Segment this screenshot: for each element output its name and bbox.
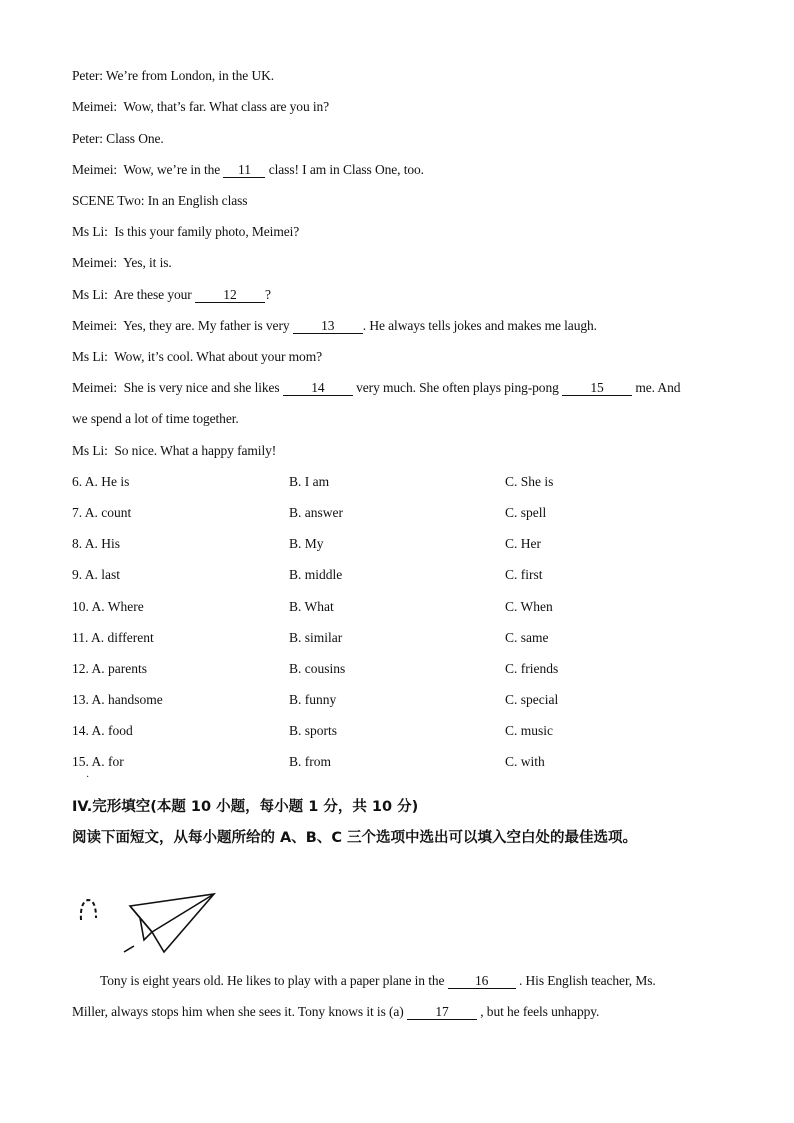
dialogue-line — [72, 318, 597, 334]
option-a-text: He is — [101, 474, 130, 489]
dialogue-line — [72, 255, 172, 271]
speaker: Meimei: — [72, 99, 118, 114]
line-text: Is this your family photo, Meimei? — [114, 224, 300, 239]
line-text: . He always tells jokes and makes me laugh. — [362, 318, 597, 333]
dialogue-line — [72, 131, 164, 147]
question-number: 9. A. — [72, 567, 98, 582]
line-text: , but he feels unhappy. — [480, 1004, 600, 1019]
blank-15: 15 — [562, 381, 632, 396]
option-a-text: count — [101, 505, 132, 520]
speaker: Meimei: — [72, 255, 118, 270]
line-text: Yes, they are. My father is very — [123, 318, 290, 333]
dialogue-line — [72, 349, 322, 365]
line-text: She is very nice and she likes — [123, 380, 280, 395]
line-text: Are these your — [113, 287, 192, 302]
dialogue-line — [72, 411, 239, 427]
line-text: We’re from London, in the UK. — [105, 68, 275, 83]
option-a-text: Where — [107, 599, 144, 614]
dialogue-line — [72, 287, 271, 303]
option-b: B. I am — [289, 474, 330, 489]
option-c: C. spell — [505, 505, 547, 520]
line-text: class! I am in Class One, too. — [268, 162, 424, 177]
speaker: Ms Li: — [72, 443, 108, 458]
section-instruction: 阅读下面短文，从每小题所给的 A、B、C 三个选项中选出可以填入空白处的最佳选项。 — [72, 830, 638, 846]
option-a — [72, 599, 144, 615]
option-a-text: different — [107, 630, 154, 645]
dialogue-line — [72, 162, 424, 178]
question-number: 15. A. — [72, 754, 105, 769]
line-text: Wow, that’s far. What class are you in? — [123, 99, 330, 114]
speaker: Ms Li: — [72, 349, 108, 364]
option-a — [72, 754, 124, 770]
line-text: we spend a lot of time together. — [72, 411, 239, 426]
blank-11: 11 — [223, 163, 265, 178]
line-text: very much. She often plays ping-pong — [356, 380, 559, 395]
line-text: me. And — [635, 380, 681, 395]
blank-13: 13 — [293, 319, 363, 334]
question-number: 14. A. — [72, 723, 105, 738]
dialogue-line — [72, 443, 276, 459]
option-c: C. Her — [505, 536, 541, 551]
speaker: Meimei: — [72, 318, 118, 333]
option-a — [72, 505, 131, 521]
stray-dot: · — [86, 772, 90, 783]
question-number: 7. A. — [72, 505, 98, 520]
option-b: B. What — [289, 599, 334, 614]
speaker: Peter: — [72, 131, 103, 146]
option-b: B. from — [289, 754, 331, 769]
speaker: Meimei: — [72, 380, 118, 395]
line-text: Wow, we’re in the — [123, 162, 221, 177]
option-b: B. similar — [289, 630, 343, 645]
line-text: Yes, it is. — [123, 255, 172, 270]
option-a-text: parents — [108, 661, 147, 676]
option-a-text: food — [108, 723, 133, 738]
line-text: ? — [264, 287, 271, 302]
paper-plane-illustration — [74, 888, 224, 958]
speaker: Peter: — [72, 68, 103, 83]
question-number: 13. A. — [72, 692, 105, 707]
option-a-text: for — [108, 754, 124, 769]
option-a — [72, 474, 129, 490]
option-b: B. answer — [289, 505, 343, 520]
dialogue-line — [72, 380, 680, 396]
blank-14: 14 — [283, 381, 353, 396]
plane-fold — [152, 894, 214, 932]
option-a-text: handsome — [108, 692, 163, 707]
line-text: Wow, it’s cool. What about your mom? — [114, 349, 322, 364]
speaker: Ms Li: — [72, 224, 108, 239]
blank-17: 17 — [407, 1005, 477, 1020]
line-text: Class One. — [106, 131, 164, 146]
dialogue-line — [72, 68, 274, 84]
option-a — [72, 723, 133, 739]
option-b: B. cousins — [289, 661, 346, 676]
passage-line — [72, 1004, 599, 1020]
plane-body — [130, 894, 214, 952]
option-c: C. with — [505, 754, 545, 769]
question-number: 10. A. — [72, 599, 105, 614]
dialogue-line — [72, 224, 299, 240]
option-a-text: His — [101, 536, 121, 551]
scene-heading — [72, 193, 247, 209]
blank-12: 12 — [195, 288, 265, 303]
scene-text: SCENE Two: In an English class — [72, 193, 248, 208]
option-b: B. sports — [289, 723, 338, 738]
curved-motion-line — [81, 900, 96, 920]
motion-tick — [124, 946, 134, 952]
option-c: C. music — [505, 723, 554, 738]
section-title: IV.完形填空(本题 10 小题，每小题 1 分，共 10 分) — [72, 799, 419, 815]
question-number: 6. A. — [72, 474, 98, 489]
question-number: 12. A. — [72, 661, 105, 676]
option-c: C. She is — [505, 474, 554, 489]
option-c: C. first — [505, 567, 543, 582]
option-a — [72, 661, 147, 677]
line-text: Tony is eight years old. He likes to play with a paper plane in the — [100, 973, 445, 988]
plane-wing — [130, 906, 152, 940]
option-a — [72, 630, 154, 646]
option-b: B. middle — [289, 567, 343, 582]
blank-16: 16 — [448, 974, 516, 989]
option-c: C. When — [505, 599, 553, 614]
question-number: 8. A. — [72, 536, 98, 551]
option-b: B. funny — [289, 692, 337, 707]
dialogue-line — [72, 99, 329, 115]
speaker: Meimei: — [72, 162, 118, 177]
line-text: So nice. What a happy family! — [114, 443, 277, 458]
option-a — [72, 692, 163, 708]
option-b: B. My — [289, 536, 324, 551]
option-c: C. special — [505, 692, 559, 707]
option-a — [72, 567, 120, 583]
option-c: C. friends — [505, 661, 559, 676]
passage-line — [100, 973, 656, 989]
option-c: C. same — [505, 630, 549, 645]
speaker: Ms Li: — [72, 287, 108, 302]
line-text: Miller, always stops him when she sees it. Tony knows it is (a) — [72, 1004, 404, 1019]
question-number: 11. A. — [72, 630, 105, 645]
line-text: . His English teacher, Ms. — [518, 973, 656, 988]
option-a — [72, 536, 120, 552]
option-a-text: last — [101, 567, 121, 582]
